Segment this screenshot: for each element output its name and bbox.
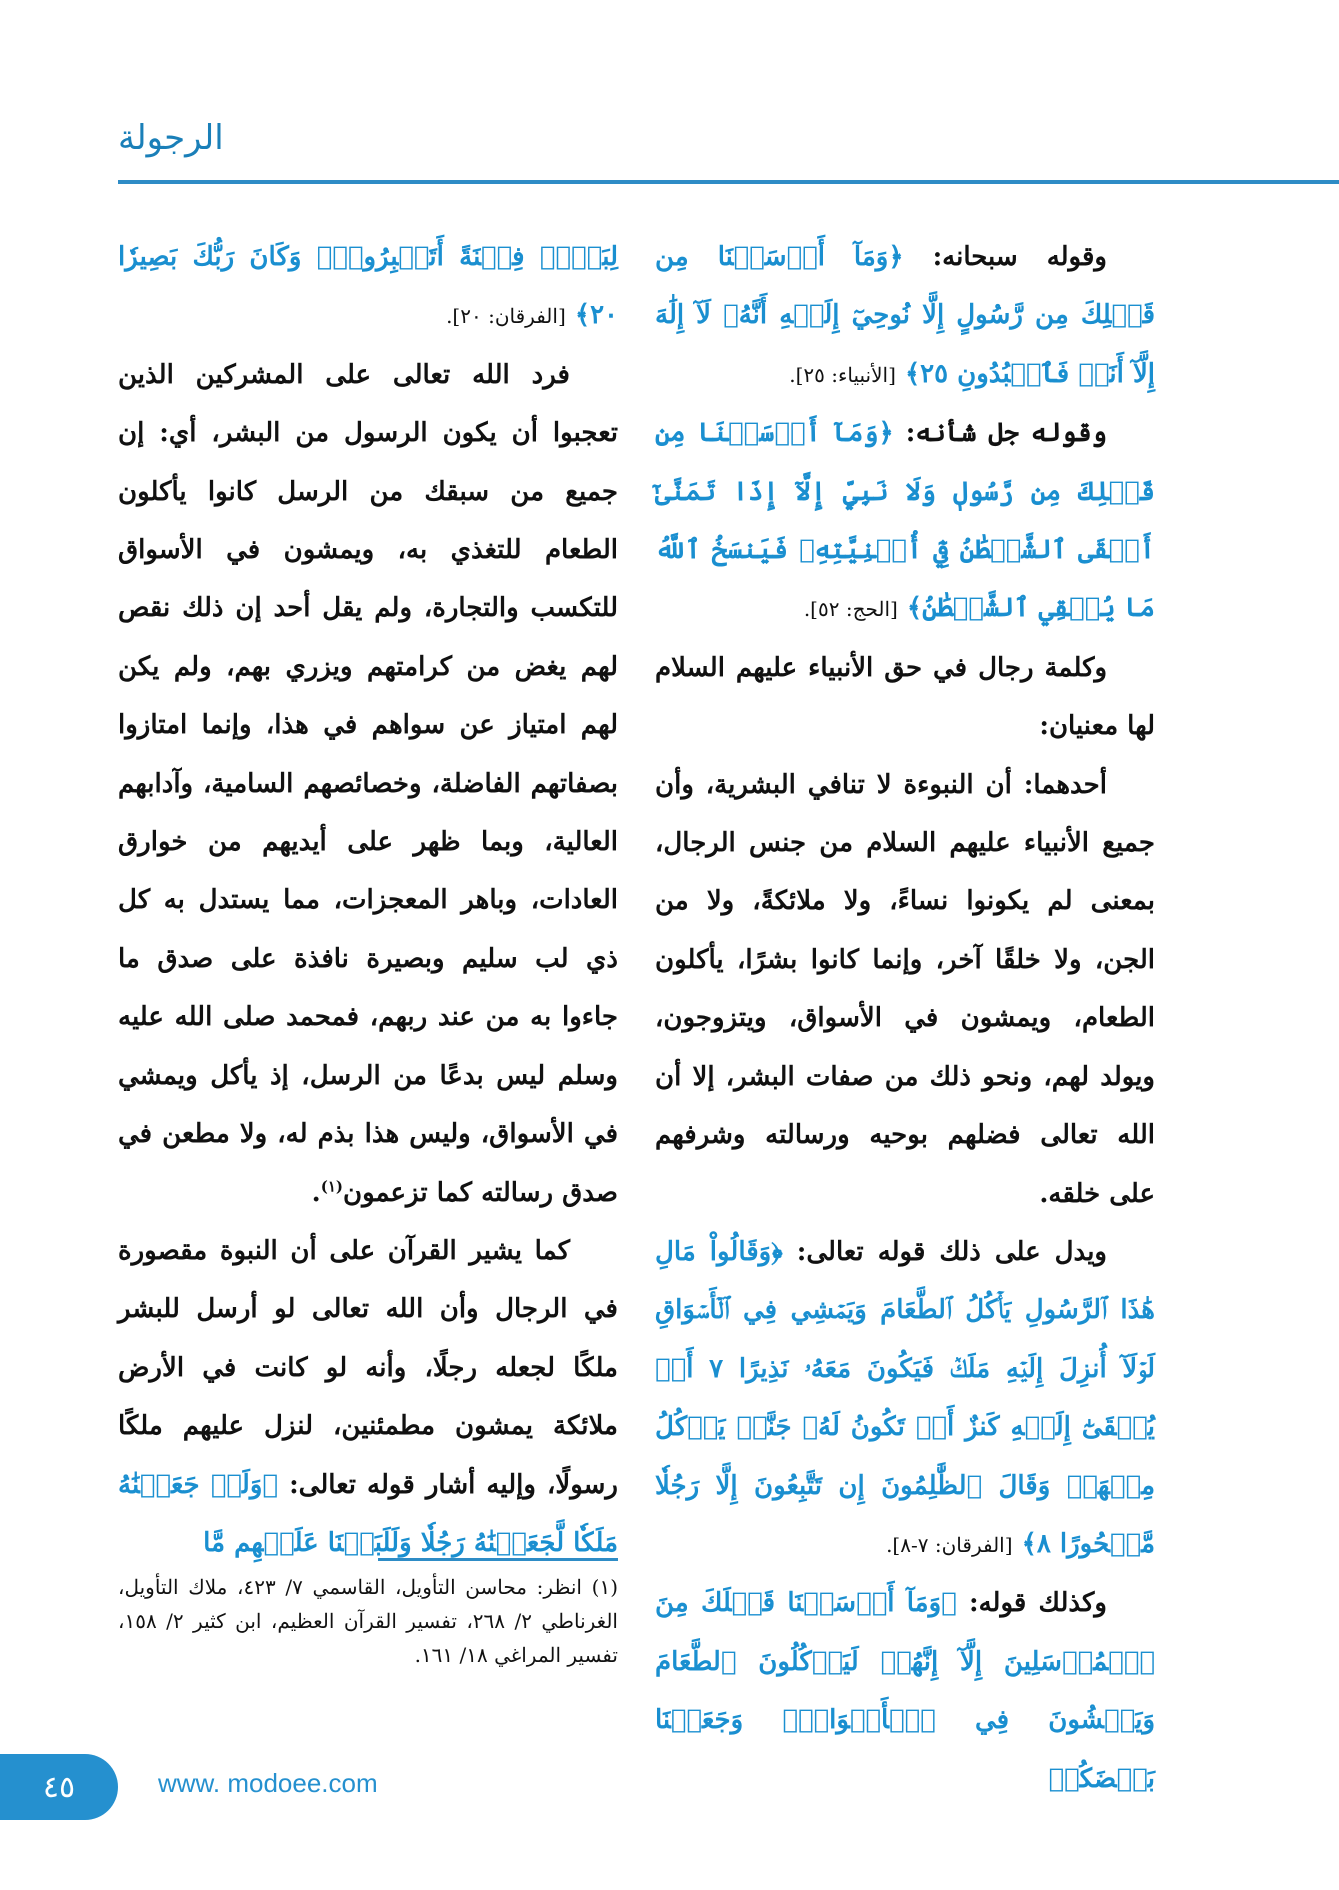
verse-reference: [الأنبياء: ٢٥]. [789,362,896,387]
footnote-divider [378,1558,618,1561]
quran-verse: ﴿وَلَوۡ جَعَلۡنَٰهُ مَلَكٗا لَّجَعَلۡنَٰهُ رَجُلٗا وَلَلَبَسۡنَا عَلَيۡهِم مَّا [118,1469,618,1558]
paragraph-intro: وقوله سبحانه: [932,242,1107,272]
paragraph [118,346,618,1222]
verse-reference: [الفرقان: ٧-٨]. [886,1532,1013,1557]
paragraph-body: أن النبوءة لا تنافي البشرية، وأن جميع الأنبياء عليهم السلام من جنس الرجال، بمعنى لم يكونوا نساءً، ولا ملائكةً، ولا من الجن، ولا خلقًا آخر، وإنما كانوا بشرًا، يأكلون الطعام، ويمشون في الأسواق، ويتزوجون، ويولد لهم، ونحو ذلك من صفات البشر، إلا أن الله تعالى فضلهم بوحيه ورسالته وشرفهم على خلقه. [655,769,1155,1209]
paragraph-intro: ويدل على ذلك قوله تعالى: [796,1236,1107,1267]
paragraph-body: فرد الله تعالى على المشركين الذين تعجبوا أن يكون الرسول من البشر، أي: إن جميع من سبقك من الرسل كانوا يأكلون الطعام للتغذي به، ويمشون في الأسواق للتكسب والتجارة، ولم يقل أحد إن ذلك نقص لهم يغض من كرامتهم ويزري بهم، ولم يكن لهم امتياز عن سواهم في هذا، وإنما امتازوا بصفاتهم الفاضلة، وخصائصهم السامية، وآدابهم العالية، وبما ظهر على أيديهم من خوارق العادات، وباهر المعجزات، مما يستدل به كل ذي لب سليم وبصيرة نافذة على صدق ما جاءوا به من عند ربهم، فمحمد صلى الله عليه وسلم ليس بدعًا من الرسل، إذ يأكل ويمشي في الأسواق، وليس هذا بذم له، ولا مطعن في صدق رسالته كما تزعمون [118,359,618,1208]
paragraph [655,756,1155,1223]
quran-verse: ﴿وَمَآ أَرۡسَلۡنَا مِن قَبۡلِكَ مِن رَّسُولٖ وَلَا نَبِيٍّ إِلَّآ إِذَا تَمَنَّىٰٓ أَلۡقَى ٱلشَّيۡطَٰنُ فِيٓ أُمۡنِيَّتِهِۦ فَيَنسَخُ ٱللَّهُ مَا يُلۡقِي ٱلشَّيۡطَٰنُ﴾ [655,418,1155,624]
paragraph-lead: أحدهما: [1023,769,1107,800]
page-title: الرجولة [118,118,224,158]
paragraph [655,1574,1155,1808]
verse-reference: [الفرقان: ٢٠]. [446,304,566,329]
quran-verse: ﴿وَقَالُواْ مَالِ هَٰذَا ٱلرَّسُولِ يَأۡكُلُ ٱلطَّعَامَ وَيَمۡشِي فِي ٱلۡأَسۡوَاقِ لَوۡلَآ أُنزِلَ إِلَيۡهِ مَلَكٞ فَيَكُونَ مَعَهُۥ نَذِيرًا ٧ أَوۡ يُلۡقَىٰٓ إِلَيۡهِ كَنزٌ أَوۡ تَكُونُ لَهُۥ جَنَّةٞ يَأۡكُلُ مِنۡهَاۚ وَقَالَ ٱلظَّٰلِمُونَ إِن تَتَّبِعُونَ إِلَّا رَجُلٗا مَّسۡحُورًا ٨﴾ [655,1236,1156,1559]
quran-verse: لِبَعۡضٖ فِتۡنَةً أَتَصۡبِرُونَۗ وَكَانَ رَبُّكَ بَصِيرٗا ٢٠﴾ [118,242,618,331]
paragraph [655,228,1155,404]
page-number: ٤٥ [0,1754,118,1820]
right-column [655,228,1155,1808]
paragraph-body: كما يشير القرآن على أن النبوة مقصورة في الرجال وأن الله تعالى لو أرسل للبشر ملكًا لجعله رجلًا، وأنه لو كانت في الأرض ملائكة يمشون مطمئنين، لنزل عليهم ملكًا رسولًا، وإليه أشار قوله تعالى: [118,1235,618,1500]
footnote: (١) انظر: محاسن التأويل، القاسمي ٧/ ٤٢٣، ملاك التأويل، الغرناطي ٢/ ٢٦٨، تفسير القرآن العظيم، ابن كثير ٢/ ١٥٨، تفسير المراغي ١٨/ ١٦١. [118,1575,618,1667]
left-column [118,228,618,1572]
header-divider [118,180,1339,184]
paragraph [655,404,1155,639]
verse-reference: [الحج: ٥٢]. [803,597,898,622]
paragraph: وكلمة رجال في حق الأنبياء عليهم السلام لها معنيان: [655,652,1155,742]
paragraph [118,1222,618,1572]
footer-url[interactable]: www. modoee.com [158,1768,378,1798]
paragraph-end: . [311,1177,321,1208]
quran-verse: ﴿وَمَآ أَرۡسَلۡنَا مِن قَبۡلِكَ مِن رَّسُولٍ إِلَّا نُوحِيٓ إِلَيۡهِ أَنَّهُۥ لَآ إِلَٰهَ إِلَّآ أَنَا۠ فَٱعۡبُدُونِ ٢٥﴾ [655,242,1155,389]
footnote-marker[interactable]: (١) [320,1176,343,1195]
quran-verse: ﴿وَمَآ أَرۡسَلۡنَا قَبۡلَكَ مِنَ ٱلۡمُرۡسَلِينَ إِلَّآ إِنَّهُمۡ لَيَأۡكُلُونَ ٱلطَّعَامَ وَيَمۡشُونَ فِي ٱلۡأَسۡوَاقِۗ وَجَعَلۡنَا بَعۡضَكُمۡ [655,1588,1155,1794]
paragraph-intro: وكذلك قوله: [969,1588,1107,1619]
paragraph-intro: وقوله جل شأنه: [905,418,1107,449]
paragraph [655,1223,1155,1574]
paragraph [118,228,618,346]
